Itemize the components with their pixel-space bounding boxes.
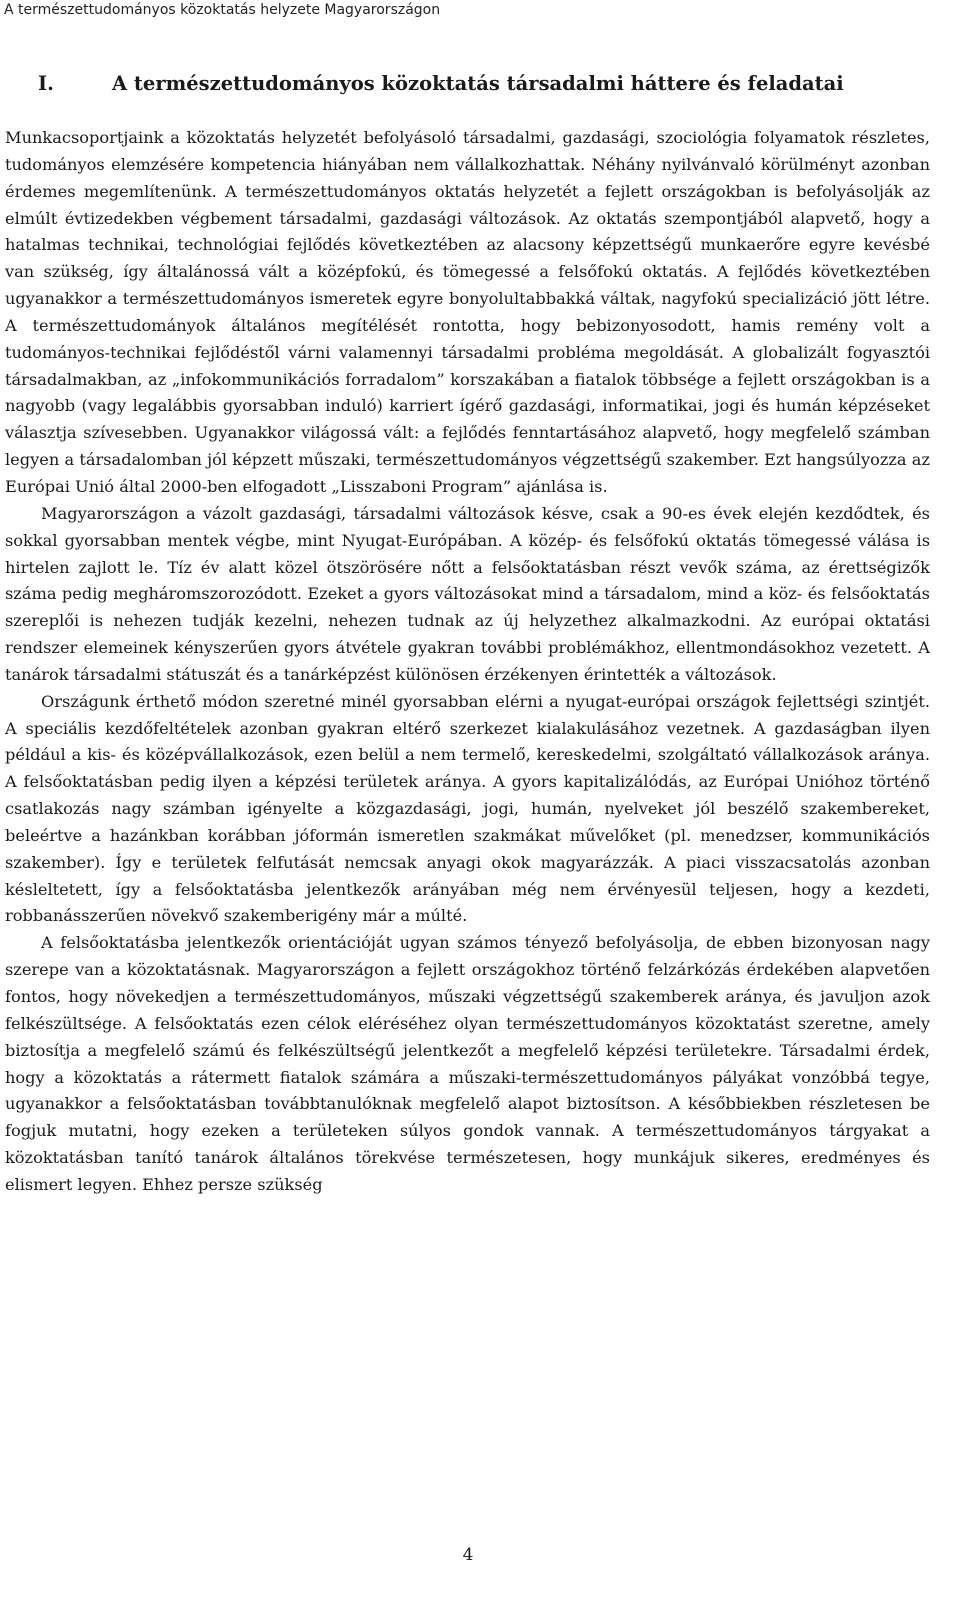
chapter-title — [38, 70, 844, 98]
running-header: A természettudományos közoktatás helyzete Magyarországon — [4, 2, 441, 18]
paragraph-4: A felsőoktatásba jelentkezők orientációját ugyan számos tényező befolyásolja, de ebben bizonyosan nagy szerepe van a közoktatásnak. Magyarországon a fejlett országokhoz történő felzárkózás érdekében alapvetően fontos, hogy növekedjen a természettudományos, műszaki végzettségű szakemberek aránya, és javuljon azok felkészültsége. A felsőoktatás ezen célok eléréséhez olyan természettudományos közoktatást szeretne, amely biztosítja a megfelelő számú és felkészültségű jelentkezőt a megfelelő képzési területekre. Társadalmi érdek, hogy a közoktatás a rátermett fiatalok számára a műszaki-természettudományos pályákat vonzóbbá tegye, ugyanakkor a felsőoktatásban továbbtanulóknak megfelelő alapot biztosítson. A későbbiekben részletesen be fogjuk mutatni, hogy ezeken a területeken súlyos gondok vannak. A természettudományos tárgyakat a közoktatásban tanító tanárok általános törekvése természetesen, hogy munkájuk sikeres, eredményes és elismert legyen. Ehhez persze szükség — [5, 933, 930, 1194]
paragraph-3: Országunk érthető módon szeretné minél gyorsabban elérni a nyugat-európai országok fejlettségi szintjét. A speciális kezdőfeltételek azonban gyakran eltérő szerkezet kialakulásához vezetnek. A gazdaságban ilyen például a kis- és középvállalkozások, ezen belül a nem termelő, kereskedelmi, szolgáltató vállalkozások aránya. A felsőoktatásban pedig ilyen a képzési területek aránya. A gyors kapitalizálódás, az Európai Unióhoz történő csatlakozás nagy számban igényelte a közgazdasági, jogi, humán, nyelveket jól beszélő szakembereket, beleértve a hazánkban korábban jóformán ismeretlen szakmákat művelőket (pl. menedzser, kommunikációs szakember). Így e területek felfutását nemcsak anyagi okok magyarázzák. A piaci visszacsatolás azonban késleltetett, így a felsőoktatásba jelentkezők arányában még nem érvényesül teljesen, hogy a kezdeti, robbanásszerűen növekvő szakemberigény már a múlté. — [5, 691, 930, 926]
page-number: 4 — [462, 1545, 474, 1565]
paragraph-1: Munkacsoportjaink a közoktatás helyzetét befolyásoló társadalmi, gazdasági, szociológia folyamatok részletes, tudományos elemzésére kompetencia hiányában nem vállalkozhattak. Néhány nyilvánvaló körülményt azonban érdemes megemlítenünk. A természettudományos oktatás helyzetét a fejlett országokban is befolyásolják az elmúlt évtizedekben végbement társadalmi, gazdasági változások. Az oktatás szempontjából alapvető, hogy a hatalmas technikai, technológiai fejlődés következtében az alacsony képzettségű munkaerőre egyre kevésbé van szükség, így általánossá vált a középfokú, és tömegessé a felsőfokú oktatás. A fejlődés következtében ugyanakkor a természettudományos ismeretek egyre bonyolultabbakká váltak, nagyfokú specializáció jött létre. A természettudományok általános megítélését rontotta, hogy bebizonyosodott, hamis remény volt a tudományos-technikai fejlődéstől várni valamennyi társadalmi probléma megoldását. A globalizált fogyasztói társadalmakban, az „infokommunikációs forradalom” korszakában a fiatalok többsége a fejlett országokban is a nagyobb (vagy legalábbis gyorsabban induló) karriert ígérő gazdasági, informatikai, jogi és humán képzéseket választja szívesebben. Ugyanakkor világossá vált: a fejlődés fenntartásához alapvető, hogy megfelelő számban legyen a társadalomban jól képzett műszaki, természettudományos végzettségű szakember. Ezt hangsúlyozza az Európai Unió által 2000-ben elfogadott „Lisszaboni Program” ajánlása is. — [5, 128, 930, 496]
body-text — [5, 125, 930, 1199]
chapter-title-text: A természettudományos közoktatás társadalmi háttere és feladatai — [112, 72, 844, 95]
paragraph-2: Magyarországon a vázolt gazdasági, társadalmi változások késve, csak a 90-es évek elején kezdődtek, és sokkal gyorsabban mentek végbe, mint Nyugat-Európában. A közép- és felsőfokú oktatás tömegessé válása is hirtelen zajlott le. Tíz év alatt közel ötszörösére nőtt a felsőoktatásban részt vevők száma, az érettségizők száma pedig megháromszorozódott. Ezeket a gyors változásokat mind a társadalom, mind a köz- és felsőoktatás szereplői is nehezen tudják kezelni, nehezen tudnak az új helyzethez alkalmazkodni. Az európai oktatási rendszer elemeinek kényszerűen gyors átvétele gyakran további problémákhoz, ellentmondásokhoz vezetett. A tanárok társadalmi státuszát és a tanárképzést különösen érzékenyen érintették a változások. — [5, 503, 930, 684]
chapter-number: I. — [38, 72, 54, 95]
